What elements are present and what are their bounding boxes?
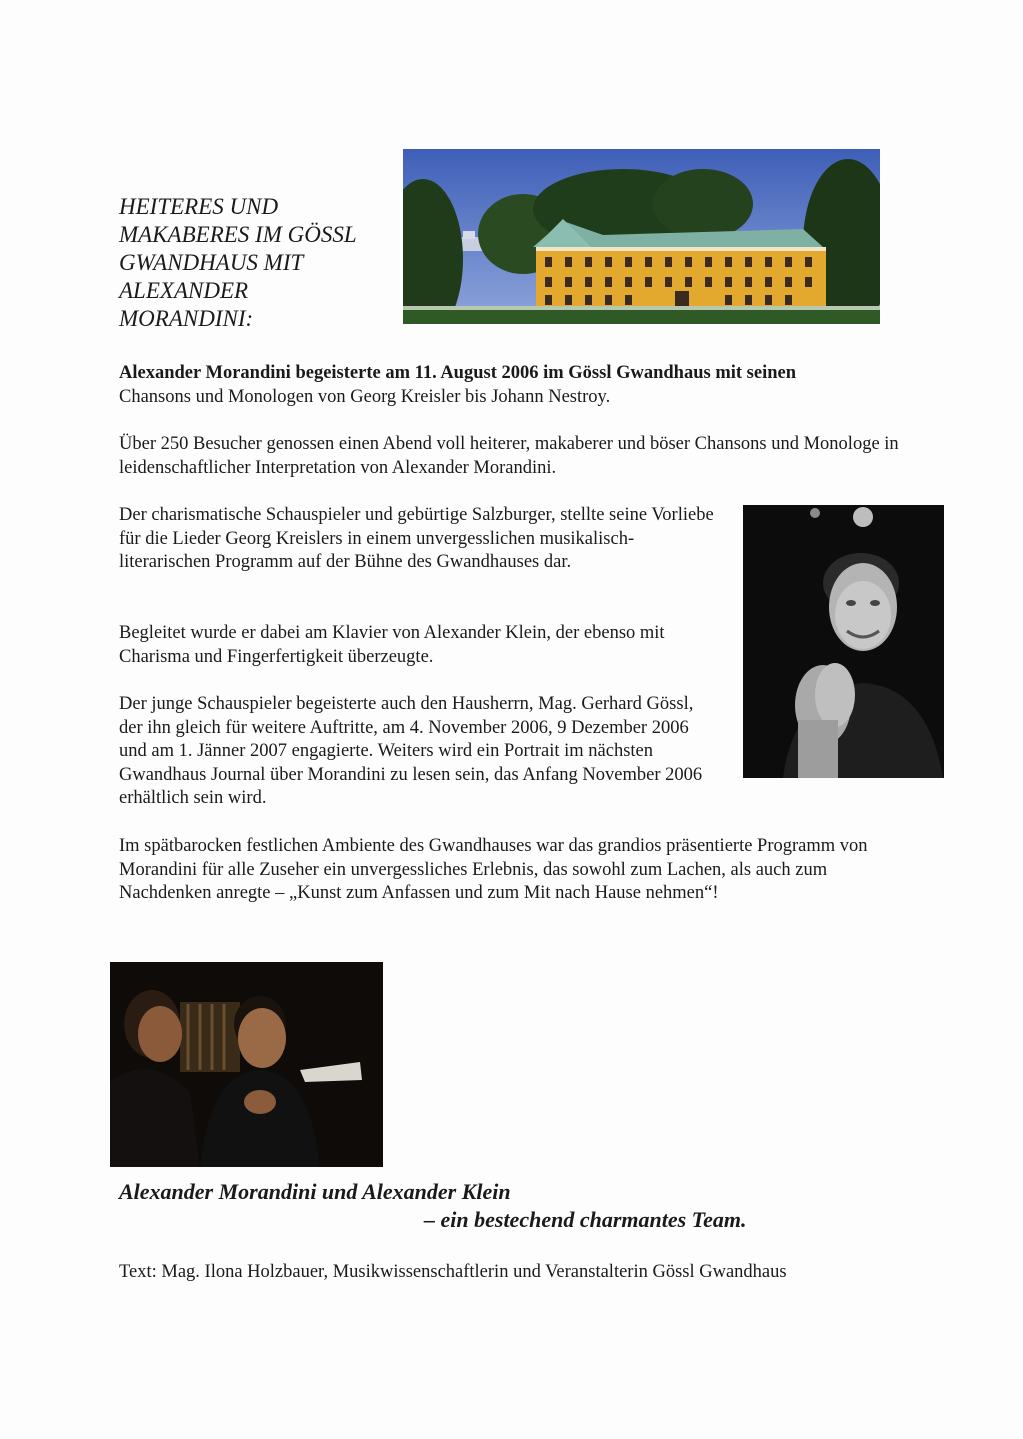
paragraph-actor: Der charismatische Schauspieler und gebürtige Salzburger, stellte seine Vorliebe für die Lieder Georg Kreislers in einem unvergesslichen musikalisch-literarischen Programm auf der Bühne des Gwandhauses dar. (119, 505, 714, 572)
title-line: HEITERES UND (119, 194, 279, 219)
intro-bold-text: Alexander Morandini begeisterte am 11. August 2006 im Gössl Gwandhaus mit seinen (119, 363, 797, 383)
duo-stage-photo (110, 962, 383, 1167)
paragraph-ambience: Im spätbarocken festlichen Ambiente des Gwandhauses war das grandios präsentierte Programm von Morandini für alle Zuseher ein unvergessliches Erlebnis, das sowohl zum Lachen, als auch zum Nachdenken anregte – „Kunst zum Anfassen und zum Mit nach Hause nehmen“! (119, 836, 868, 903)
title-line: MORANDINI: (119, 306, 254, 331)
intro-text: Chansons und Monologen von Georg Kreisler bis Johann Nestroy. (119, 386, 611, 407)
caption-line-2: – ein bestechend charmantes Team. (424, 1207, 747, 1232)
morandini-portrait-photo (743, 505, 944, 778)
title-line: MAKABERES IM GÖSSL (119, 222, 357, 247)
title-line: GWANDHAUS MIT (119, 250, 304, 275)
paragraph-visitors: Über 250 Besucher genossen einen Abend voll heiterer, makaberer und böser Chansons und Monologe in leidenschaftlicher Interpretation von Alexander Morandini. (119, 434, 899, 478)
article-title (119, 193, 399, 333)
gwandhaus-building-photo (403, 149, 880, 324)
paragraph-engagements: Der junge Schauspieler begeisterte auch den Hausherrn, Mag. Gerhard Gössl, der ihn gleich für weitere Auftritte, am 4. November 2006, 9 Dezember 2006 und am 1. Jänner 2007 engagierte. Weiters wird ein Portrait im nächsten Gwandhaus Journal über Morandini zu lesen sein, das Anfang November 2006 erhältlich sein wird. (119, 694, 703, 808)
author-credit: Text: Mag. Ilona Holzbauer, Musikwissenschaftlerin und Veranstalterin Gössl Gwandhaus (119, 1262, 787, 1282)
paragraph-pianist: Begleitet wurde er dabei am Klavier von Alexander Klein, der ebenso mit Charisma und Fingerfertigkeit überzeugte. (119, 623, 665, 667)
intro-paragraph (119, 362, 899, 409)
caption-line-1: Alexander Morandini und Alexander Klein (119, 1179, 511, 1204)
title-line: ALEXANDER (119, 278, 249, 303)
